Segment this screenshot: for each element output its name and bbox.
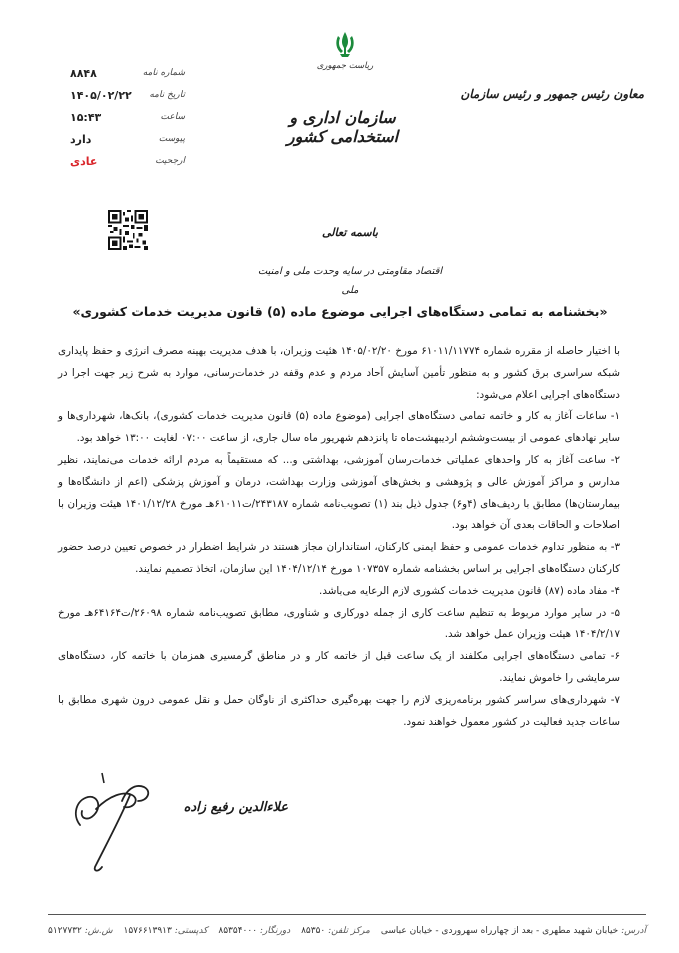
meta-row <box>70 106 185 128</box>
footer-postal-code: کدپستی: ۱۵۷۶۶۱۳۹۱۳ <box>123 926 208 936</box>
meta-row <box>70 150 185 172</box>
letter-meta <box>70 62 185 172</box>
footer-rule <box>48 914 646 915</box>
body-paragraph-6: ۶- تمامی دستگاه‌های اجرایی مکلفند از یک ساعت قبل از خاتمه کار و در مناطق گرمسیری همزمان با خاتمه کار، دستگاه‌های سرمایشی را خاموش نمایند. <box>58 650 620 684</box>
signature-icon <box>62 765 172 875</box>
meta-label: ساعت <box>160 112 185 122</box>
iran-emblem-icon <box>332 30 358 58</box>
footer-tel: مرکز تلفن: ۸۵۳۵۰ <box>301 926 370 936</box>
meta-row <box>70 62 185 84</box>
meta-row <box>70 84 185 106</box>
footer-fax: دورنگار: ۸۵۳۵۴۰۰۰ <box>218 926 291 936</box>
org-name: سازمان اداری و استخدامی کشور <box>286 108 399 146</box>
body-paragraph-4: ۴- مفاد ماده (۸۷) قانون مدیریت خدمات کشوری لازم الرعایه می‌باشد. <box>319 584 620 597</box>
priority-value: عادی <box>70 154 98 168</box>
footer-address: آدرس: خیابان شهید مطهری - بعد از چهارراه سهروردی - خیابان عباسی <box>380 926 646 936</box>
meta-label: شماره نامه <box>142 68 185 78</box>
body-paragraph-2: ۲- ساعت آغاز به کار واحدهای عملیاتی خدمات‌رسان آموزشی، بهداشتی و... که مستقیماً به مردم ارائه خدمات می‌نمایند، نظیر مدارس و مراکز آموزش عالی و پژوهشی و بخش‌های آموزشی وزارت بهداشت، درمان و آموزش پزشکی (اعم از دانشگاه‌ها و بیمارستان‌ها) مطابق با ردیف‌های (۴و۶) جدول ذیل بند (۱) تصویب‌نامه شماره ۲۴۳۱۸۷/ت۶۱۰۱۱هـ مورخ ۱۴۰۱/۱۲/۲۸ هیئت وزیران با اصلاحات و الحاقات بعدی آن خواهد بود. <box>58 453 620 532</box>
motto: اقتصاد مقاومتی در سایه وحدت ملی و امنیت ملی <box>257 266 443 296</box>
meta-value: ۸۸۴۸ <box>70 66 97 80</box>
body-paragraph-1: ۱- ساعات آغاز به کار و خاتمه تمامی دستگاه‌های اجرایی (موضوع ماده (۵) قانون مدیریت خدمات کشوری)، بانک‌ها، شهرداری‌ها و سایر نهادهای عمومی از بیست‌وششم اردیبهشت‌ماه تا پانزدهم شهریور ماه سال جاری، از ساعت ۰۷:۰۰ لغایت ۱۳:۰۰ خواهد بود. <box>58 410 620 445</box>
meta-row <box>70 128 185 150</box>
meta-label: تاریخ نامه <box>149 90 185 100</box>
emblem-caption: ریاست جمهوری <box>316 61 374 71</box>
meta-value: دارد <box>70 132 92 146</box>
emblem-block <box>275 30 415 71</box>
document-title: «بخشنامه به تمامی دستگاه‌های اجرایی موضوع ماده (۵) قانون مدیریت خدمات کشوری» <box>72 304 608 319</box>
meta-value: ۱۵:۴۳ <box>70 110 102 124</box>
meta-value: ۱۴۰۵/۰۲/۲۲ <box>70 88 132 102</box>
invocation: باسمه تعالی <box>322 226 378 239</box>
footer <box>48 926 646 936</box>
body-paragraph-5: ۵- در سایر موارد مربوط به تنظیم ساعت کاری از جمله دورکاری و شناوری، مطابق تصویب‌نامه شماره ۲۶۰۹۸/ت۶۴۱۶۴هـ مورخ ۱۴۰۴/۲/۱۷ هیئت وزیران عمل خواهد شد. <box>58 606 620 641</box>
body-paragraph-3: ۳- به منظور تداوم خدمات عمومی و حفظ ایمنی کارکنان، استانداران مجاز هستند در شرایط اضطرار در خصوص تعیین درصد حضور کارکنان دستگاه‌های اجرایی بر اساس بخشنامه شماره ۱۰۷۳۵۷ مورخ ۱۴۰۴/۱۲/۱۴ این سازمان، اتخاذ تصمیم نمایند. <box>58 541 620 575</box>
footer-national-id: ش.ش: ۵۱۲۷۷۳۲ <box>48 926 113 936</box>
body-paragraph-7: ۷- شهرداری‌های سراسر کشور برنامه‌ریزی لازم را جهت بهره‌گیری حداکثری از ناوگان حمل و نقل عمومی درون شهری مطابق با ساعات جدید فعالیت در کشور معمول خواهند نمود. <box>58 693 620 728</box>
letter-body <box>58 341 620 733</box>
signer-name: علاءالدین رفیع زاده <box>183 800 288 815</box>
meta-label: ارجحیت <box>155 156 185 166</box>
body-paragraph-intro: با اختیار حاصله از مقرره شماره ۶۱۰۱۱/۱۱۷۷۴ مورخ ۱۴۰۵/۰۲/۲۰ هئیت وزیران، با هدف مدیریت بهینه مصرف انرژی و حفظ پایداری شبکه سراسری برق کشور و به منظور تأمین آسایش آحاد مردم و عدم وقفه در خدمات‌رسانی، موارد به شرح زیر جهت اجرا در دستگاه‌های اجرایی اعلام می‌شود: <box>58 345 620 401</box>
qr-code-icon[interactable] <box>108 210 148 250</box>
meta-label: پیوست <box>158 134 185 144</box>
department-heading: معاون رئیس جمهور و رئیس سازمان <box>460 87 644 101</box>
